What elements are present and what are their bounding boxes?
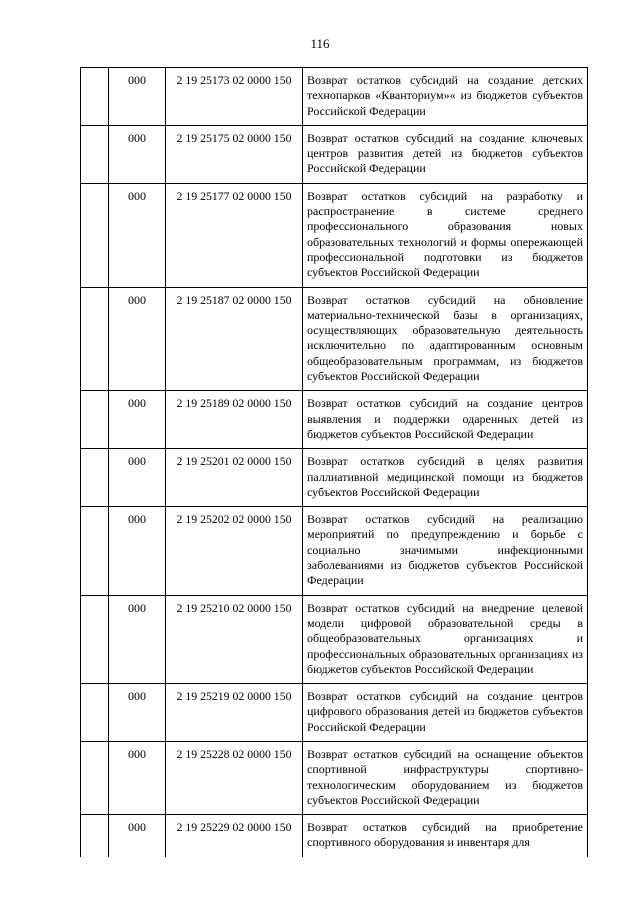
revenue-description: Возврат остатков субсидий на внедрение целевой модели цифровой образовательной среды в общеобразовательных организациях и профессиональных образовательных организациях из бюджетов субъектов Российской Федерации xyxy=(303,595,588,683)
page-number: 116 xyxy=(310,36,330,51)
revenue-code: 2 19 25175 02 0000 150 xyxy=(166,125,303,183)
administrator-code: 000 xyxy=(109,507,166,595)
revenue-description: Возврат остатков субсидий в целях развития паллиативной медицинской помощи из бюджетов субъектов Российской Федерации xyxy=(303,449,588,507)
administrator-code: 000 xyxy=(109,125,166,183)
table-row xyxy=(81,684,588,742)
revenue-code: 2 19 25210 02 0000 150 xyxy=(166,595,303,683)
revenue-code: 2 19 25173 02 0000 150 xyxy=(166,68,303,126)
revenue-code: 2 19 25187 02 0000 150 xyxy=(166,287,303,391)
blank-cell xyxy=(81,391,109,449)
administrator-code: 000 xyxy=(109,391,166,449)
administrator-code: 000 xyxy=(109,741,166,814)
administrator-code: 000 xyxy=(109,684,166,742)
table-row xyxy=(81,507,588,595)
revenue-description: Возврат остатков субсидий на создание центров выявления и поддержки одаренных детей из бюджетов субъектов Российской Федерации xyxy=(303,391,588,449)
table-row xyxy=(81,125,588,183)
revenue-description: Возврат остатков субсидий на создание детских технопарков «Кванториум»« из бюджетов субъектов Российской Федерации xyxy=(303,68,588,126)
revenue-code: 2 19 25228 02 0000 150 xyxy=(166,741,303,814)
table-row xyxy=(81,391,588,449)
table-row xyxy=(81,287,588,391)
blank-cell xyxy=(81,68,109,126)
blank-cell xyxy=(81,507,109,595)
revenue-description: Возврат остатков субсидий на оснащение объектов спортивной инфраструктуры спортивно-технологическим оборудованием из бюджетов субъектов Российской Федерации xyxy=(303,741,588,814)
blank-cell xyxy=(81,741,109,814)
table-row xyxy=(81,68,588,126)
table-row xyxy=(81,595,588,683)
revenue-description: Возврат остатков субсидий на реализацию мероприятий по предупреждению и борьбе с социально значимыми инфекционными заболеваниями из бюджетов субъектов Российской Федерации xyxy=(303,507,588,595)
revenue-code: 2 19 25201 02 0000 150 xyxy=(166,449,303,507)
table-row xyxy=(81,183,588,287)
blank-cell xyxy=(81,595,109,683)
administrator-code: 000 xyxy=(109,815,166,857)
revenue-code: 2 19 25219 02 0000 150 xyxy=(166,684,303,742)
revenue-description: Возврат остатков субсидий на создание центров цифрового образования детей из бюджетов субъектов Российской Федерации xyxy=(303,684,588,742)
revenue-description: Возврат остатков субсидий на создание ключевых центров развития детей из бюджетов субъектов Российской Федерации xyxy=(303,125,588,183)
blank-cell xyxy=(81,125,109,183)
administrator-code: 000 xyxy=(109,68,166,126)
blank-cell xyxy=(81,183,109,287)
revenue-description: Возврат остатков субсидий на обновление материально-технической базы в организациях, осуществляющих образовательную деятельность исключительно по адаптированным основным общеобразовательным программам, из бюджетов субъектов Российской Федерации xyxy=(303,287,588,391)
blank-cell xyxy=(81,287,109,391)
administrator-code: 000 xyxy=(109,595,166,683)
revenue-code: 2 19 25177 02 0000 150 xyxy=(166,183,303,287)
revenue-description: Возврат остатков субсидий на приобретение спортивного оборудования и инвентаря для xyxy=(303,815,588,857)
blank-cell xyxy=(81,449,109,507)
table-row xyxy=(81,741,588,814)
blank-cell xyxy=(81,815,109,857)
budget-classification-table xyxy=(80,67,588,857)
revenue-code: 2 19 25229 02 0000 150 xyxy=(166,815,303,857)
revenue-code: 2 19 25189 02 0000 150 xyxy=(166,391,303,449)
administrator-code: 000 xyxy=(109,183,166,287)
table-row xyxy=(81,815,588,857)
administrator-code: 000 xyxy=(109,287,166,391)
administrator-code: 000 xyxy=(109,449,166,507)
blank-cell xyxy=(81,684,109,742)
revenue-code: 2 19 25202 02 0000 150 xyxy=(166,507,303,595)
revenue-description: Возврат остатков субсидий на разработку и распространение в системе среднего профессионального образования новых образовательных технологий и формы опережающей профессиональной подготовки из бюджетов субъектов Российской Федерации xyxy=(303,183,588,287)
table-row xyxy=(81,449,588,507)
